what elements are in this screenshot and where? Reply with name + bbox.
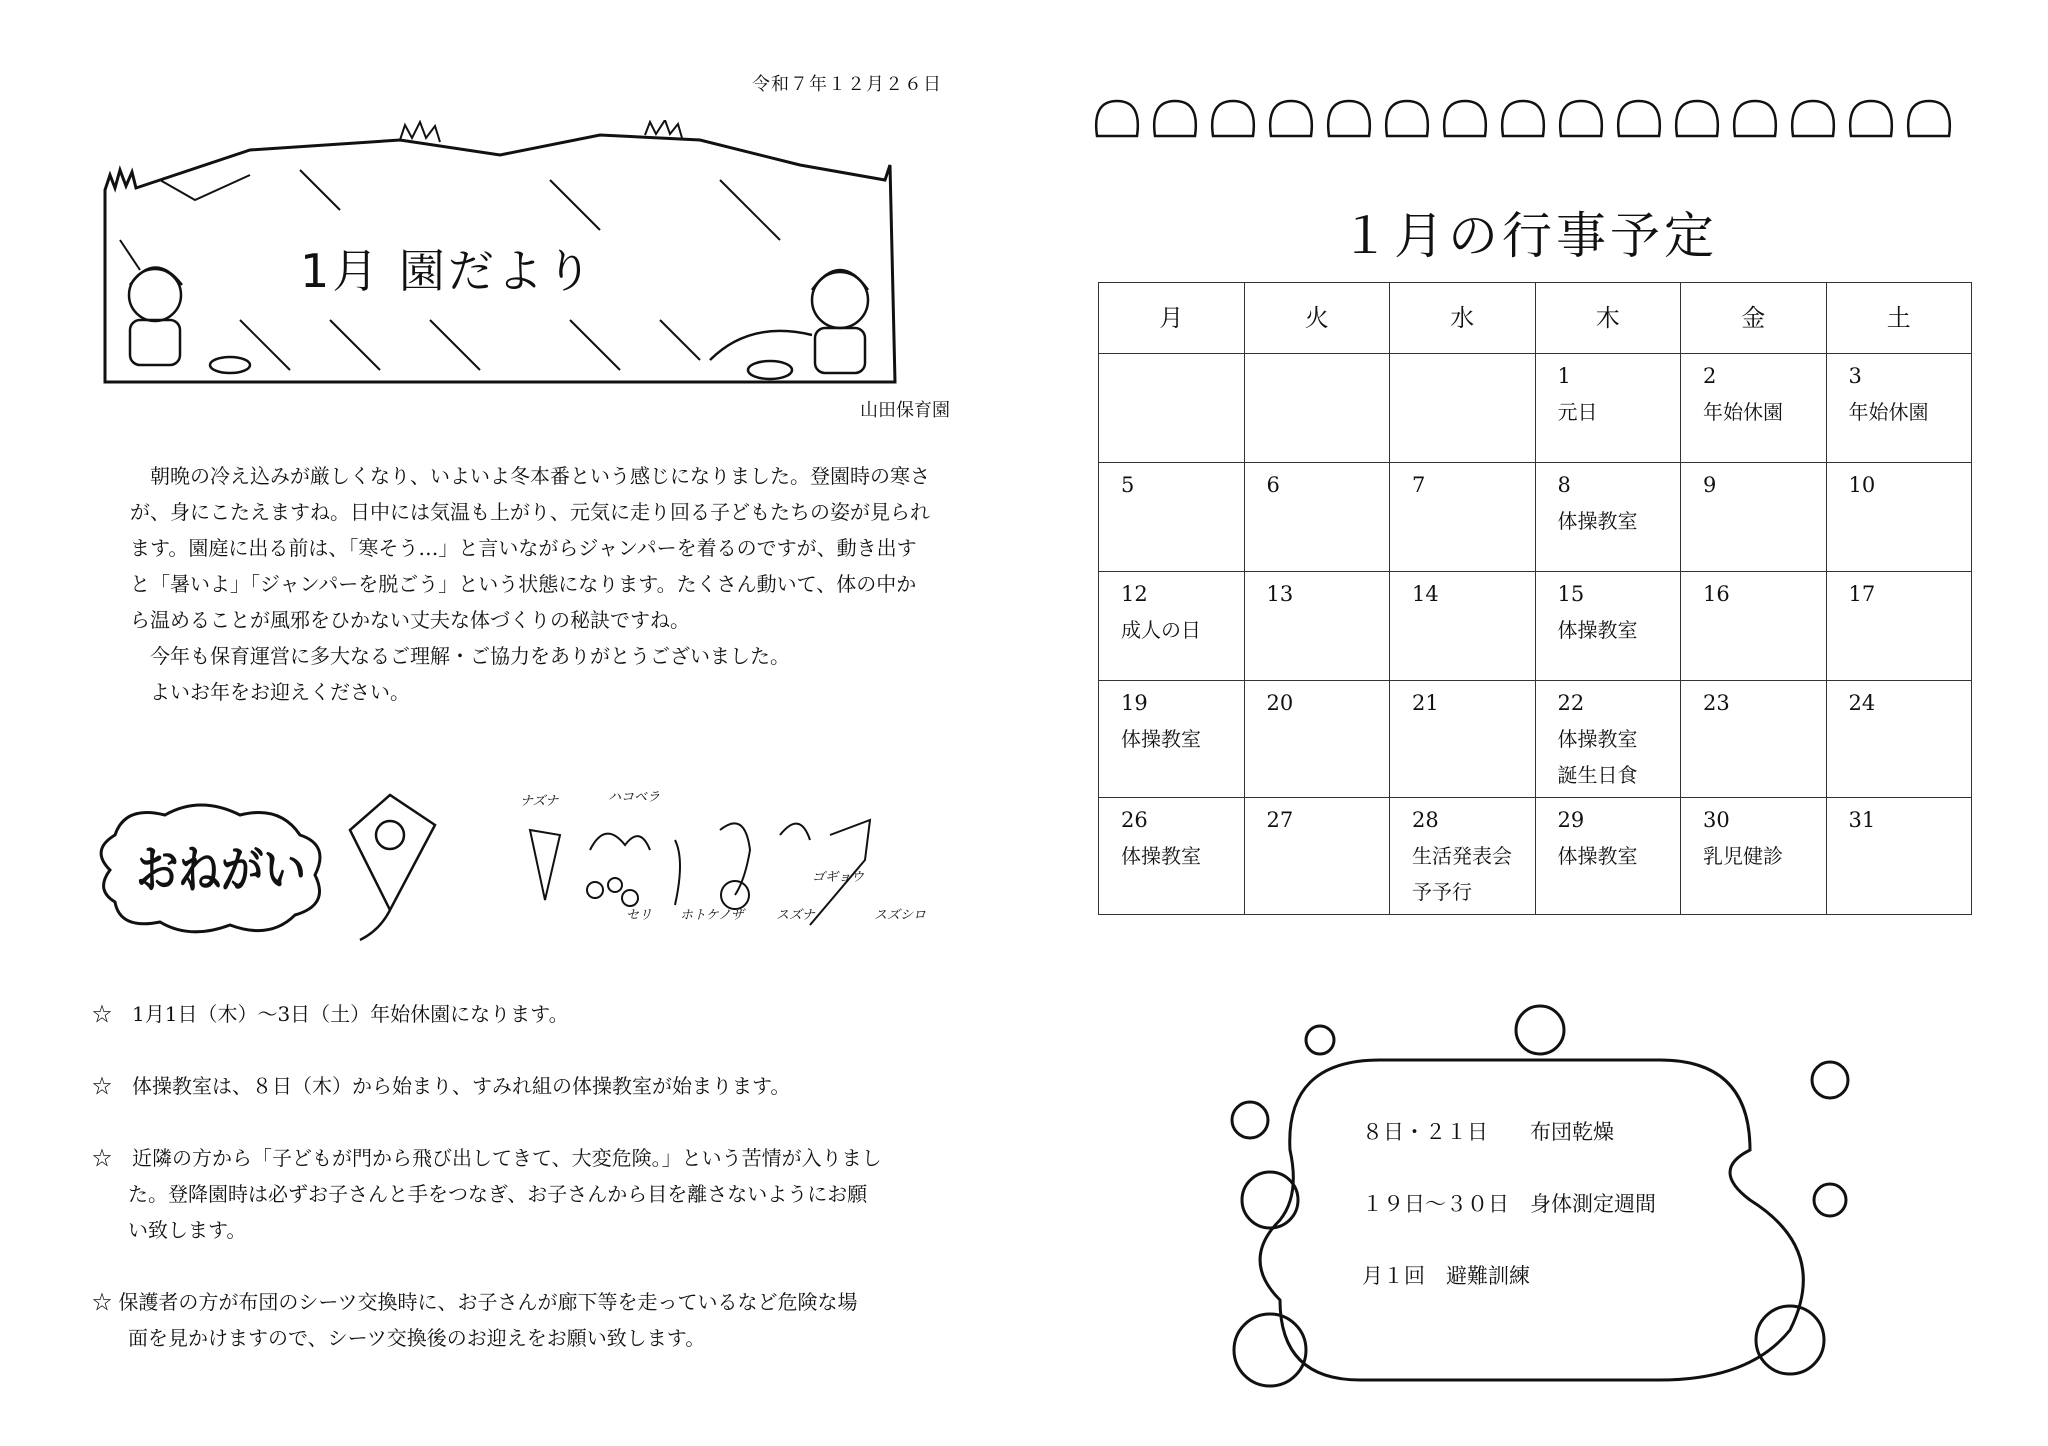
- school-name: 山田保育園: [860, 400, 950, 421]
- event-label: 体操教室: [1557, 727, 1638, 751]
- day-cell: 2 年始休園: [1681, 354, 1827, 463]
- intro-line: ら温めることが風邪をひかない丈夫な体づくりの秘訣ですね。: [130, 608, 690, 632]
- herb-label: スズナ: [776, 908, 815, 923]
- monthly-schedule-item: 月１回 避難訓練: [1362, 1264, 1530, 1288]
- day-cell: 8 体操教室: [1535, 463, 1681, 572]
- event-label: 年始休園: [1848, 400, 1929, 424]
- day-cell: 13: [1244, 572, 1390, 681]
- intro-line: よいお年をお迎えください。: [150, 680, 410, 704]
- herb-label: ホトケノザ: [680, 908, 744, 923]
- notice-item: ☆ 保護者の方が布団のシーツ交換時に、お子さんが廊下等を走っているなど危険な場 面を見かけますので、シーツ交換後のお迎えをお願い致します。: [92, 1290, 858, 1350]
- day-cell: 9: [1681, 463, 1827, 572]
- intro-line: と「暑いよ」「ジャンパーを脱ごう」という状態になります。たくさん動いて、体の中か: [130, 572, 917, 596]
- day-cell: 1 元日: [1535, 354, 1681, 463]
- event-label: 乳児健診: [1703, 844, 1783, 868]
- monthly-schedule-item: ８日・２１日 布団乾燥: [1362, 1120, 1614, 1144]
- herb-label: スズシロ: [874, 908, 927, 923]
- day-cell: 26 体操教室: [1099, 798, 1245, 915]
- day-cell: 23: [1681, 681, 1827, 798]
- weekday-header: 水: [1390, 283, 1536, 354]
- notice-item: ☆ 1月1日（木）～3日（土）年始休園になります。: [92, 1002, 569, 1026]
- day-cell: 29 体操教室: [1535, 798, 1681, 915]
- event-label: 誕生日食: [1557, 763, 1638, 787]
- week-row: [1099, 354, 1972, 463]
- intro-line: 今年も保育運営に多大なるご理解・ご協力をありがとうございました。: [150, 644, 790, 668]
- event-calendar: [1098, 282, 1972, 915]
- weekday-header: 火: [1244, 283, 1390, 354]
- intro-line: 朝晩の冷え込みが厳しくなり、いよいよ冬本番という感じになりました。登園時の寒さ: [150, 464, 930, 488]
- day-cell: 20: [1244, 681, 1390, 798]
- weekday-header: 金: [1681, 283, 1827, 354]
- event-label: 体操教室: [1121, 727, 1201, 751]
- day-cell: 5: [1099, 463, 1245, 572]
- daruma-border-illustration: [1092, 96, 1962, 146]
- issue-date: 令和７年１２月２６日: [752, 74, 942, 95]
- event-label: 予予行: [1412, 880, 1472, 904]
- day-cell: 7: [1390, 463, 1536, 572]
- day-cell: 19 体操教室: [1099, 681, 1245, 798]
- day-cell: 17: [1826, 572, 1972, 681]
- day-cell: 12 成人の日: [1099, 572, 1245, 681]
- week-row: [1099, 463, 1972, 572]
- day-cell: 27: [1244, 798, 1390, 915]
- event-label: 成人の日: [1121, 618, 1201, 642]
- day-cell: 6: [1244, 463, 1390, 572]
- day-cell: 28 生活発表会 予予行: [1390, 798, 1536, 915]
- weekday-header: 月: [1099, 283, 1245, 354]
- week-row: [1099, 798, 1972, 915]
- event-label: 体操教室: [1557, 844, 1638, 868]
- day-cell: 21: [1390, 681, 1536, 798]
- day-cell: 24: [1826, 681, 1972, 798]
- day-cell: 10: [1826, 463, 1972, 572]
- day-cell: 30 乳児健診: [1681, 798, 1827, 915]
- day-cell: 22 体操教室 誕生日食: [1535, 681, 1681, 798]
- day-cell: [1244, 354, 1390, 463]
- weekday-header: 木: [1535, 283, 1681, 354]
- day-cell: 16: [1681, 572, 1827, 681]
- day-cell: [1390, 354, 1536, 463]
- notice-item: ☆ 体操教室は、８日（木）から始まり、すみれ組の体操教室が始まります。: [92, 1074, 791, 1098]
- week-row: [1099, 572, 1972, 681]
- day-cell: [1099, 354, 1245, 463]
- event-label: 体操教室: [1121, 844, 1201, 868]
- notice-list: [92, 996, 972, 1392]
- newsletter-title: 1月 園だより: [300, 244, 595, 298]
- weekday-header: 土: [1826, 283, 1972, 354]
- day-cell: 15 体操教室: [1535, 572, 1681, 681]
- intro-line: ます。園庭に出る前は、「寒そう…」と言いながらジャンパーを着るのですが、動き出す: [130, 536, 917, 560]
- notice-item: ☆ 近隣の方から「子どもが門から飛び出してきて、大変危険。」という苦情が入りまし た。登降園時は必ずお子さんと手をつなぎ、お子さんから目を離さないようにお願 い致します。: [92, 1146, 882, 1242]
- event-label: 元日: [1557, 400, 1598, 424]
- weekday-header-row: [1099, 283, 1972, 354]
- herb-label: セリ: [626, 908, 653, 923]
- onegai-heading: おねがい: [136, 841, 306, 899]
- herb-label: ゴギョウ: [812, 870, 865, 885]
- event-label: 生活発表会: [1412, 844, 1512, 868]
- day-cell: 3 年始休園: [1826, 354, 1972, 463]
- herb-label: ナズナ: [520, 794, 559, 809]
- day-cell: 31: [1826, 798, 1972, 915]
- event-label: 体操教室: [1557, 618, 1638, 642]
- event-label: 体操教室: [1557, 509, 1638, 533]
- herb-label: ハコベラ: [608, 790, 661, 805]
- week-row: [1099, 681, 1972, 798]
- intro-text: [130, 458, 970, 710]
- calendar-title: １月の行事予定: [1340, 207, 1718, 265]
- event-label: 年始休園: [1703, 400, 1783, 424]
- day-cell: 14: [1390, 572, 1536, 681]
- monthly-schedule-item: １９日～３０日 身体測定週間: [1362, 1192, 1656, 1216]
- intro-line: が、身にこたえますね。日中には気温も上がり、元気に走り回る子どもたちの姿が見られ: [130, 500, 930, 524]
